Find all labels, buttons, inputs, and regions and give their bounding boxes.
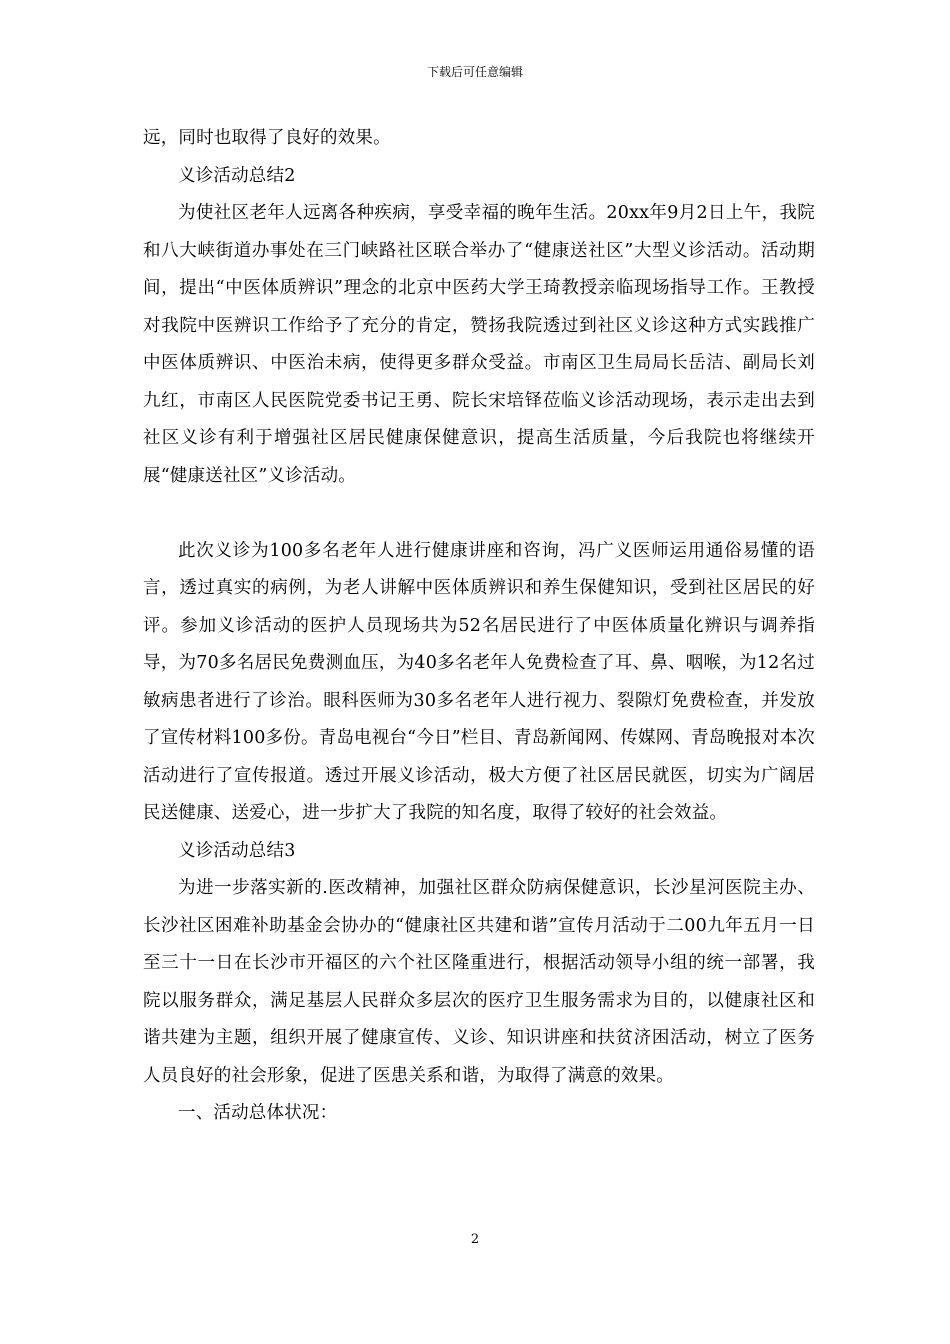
paragraph-summary-2-details: 此次义诊为100多名老年人进行健康讲座和咨询，冯广义医师运用通俗易懂的语言，透过真实的病例，为老人讲解中医体质辨识和养生保健知识，受到社区居民的好评。参加义诊活动的医护人员现场共为52名居民进行了中医体质量化辨识与调养指导，为70多名居民免费测血压，为40多名老年人免费检查了耳、鼻、咽喉，为12名过敏病患者进行了诊治。眼科医师为30多名老年人进行视力、裂隙灯免费检查，并发放了宣传材料100多份。青岛电视台“今日”栏目、青岛新闻网、传媒网、青岛晚报对本次活动进行了宣传报道。透过开展义诊活动，极大方便了社区居民就医，切实为广阔居民送健康、送爱心，进一步扩大了我院的知名度，取得了较好的社会效益。 <box>143 540 815 823</box>
section-heading-2: 义诊活动总结2 <box>178 165 296 186</box>
paragraph-continuation: 远，同时也取得了良好的效果。 <box>143 128 391 148</box>
page-header: 下载后可任意编辑 <box>426 65 523 79</box>
blank-line <box>143 495 815 533</box>
paragraph-summary-2-intro: 为使社区老年人远离各种疾病，享受幸福的晚年生活。20xx年9月2日上午，我院和八大峡街道办事处在三门峡路社区联合举办了“健康送社区”大型义诊活动。活动期间，提出“中医体质辨识”理念的北京中医药大学王琦教授亲临现场指导工作。王教授对我院中医辨识工作给予了充分的肯定，赞扬我院透过到社区义诊这种方式实践推广中医体质辨识、中医治未病，使得更多群众受益。市南区卫生局局长岳洁、副局长刘九红，市南区人民医院党委书记王勇、院长宋培铎莅临义诊活动现场，表示走出去到社区义诊有利于增强社区居民健康保健意识，提高生活质量，今后我院也将继续开展“健康送社区”义诊活动。 <box>143 203 815 486</box>
page-number: 2 <box>470 1232 480 1247</box>
paragraph-summary-3-intro: 为进一步落实新的.医改精神，加强社区群众防病保健意识，长沙星河医院主办、长沙社区困难补助基金会协办的“健康社区共建和谐”宣传月活动于二00九年五月一日至三十一日在长沙市开福区的六个社区隆重进行，根据活动领导小组的统一部署，我院以服务群众，满足基层人民群众多层次的医疗卫生服务需求为目的，以健康社区和谐共建为主题，组织开展了健康宣传、义诊、知识讲座和扶贫济困活动，树立了医务人员良好的社会形象，促进了医患关系和谐，为取得了满意的效果。 <box>143 878 815 1086</box>
document-body <box>143 120 815 1133</box>
subheading-overall-status: 一、活动总体状况： <box>178 1103 338 1123</box>
section-heading-3: 义诊活动总结3 <box>178 840 296 861</box>
